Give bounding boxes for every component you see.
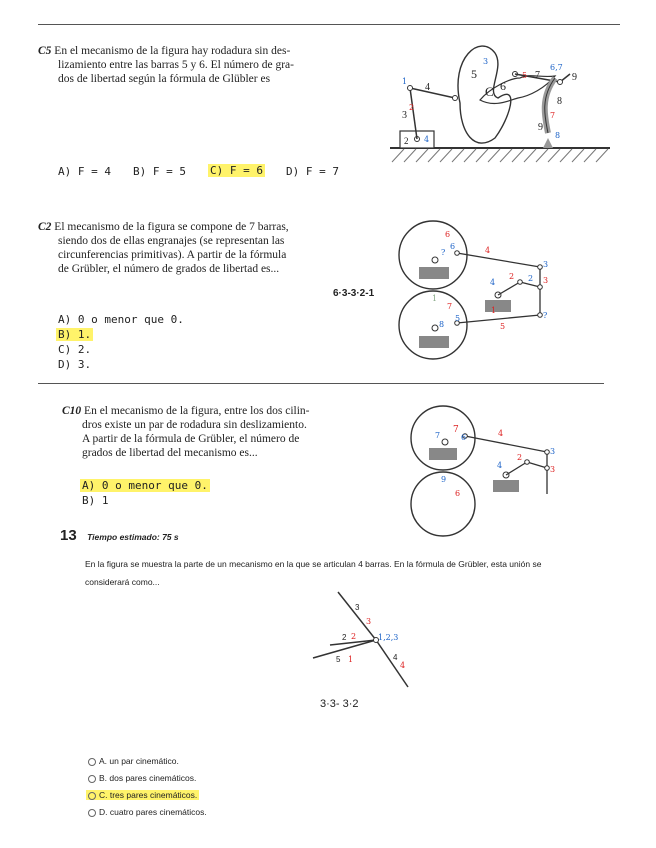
q13-option-b[interactable] (88, 773, 196, 783)
c5-line3: dos de libertad según la fórmula de Glübler es (58, 73, 271, 85)
svg-text:6: 6 (445, 230, 451, 239)
svg-text:5: 5 (455, 314, 461, 323)
svg-text:2: 2 (509, 272, 515, 281)
svg-text:8: 8 (555, 131, 561, 140)
q13-option-a[interactable] (88, 756, 179, 766)
c2-line2: siendo dos de ellas engranajes (se representan las (58, 235, 285, 247)
q13-time: Tiempo estimado: 75 s (87, 532, 179, 542)
svg-text:3: 3 (550, 447, 556, 456)
q13-line2: considerará como... (85, 577, 160, 587)
svg-text:2: 2 (342, 633, 347, 642)
svg-text:2: 2 (404, 136, 409, 146)
svg-text:9: 9 (441, 475, 447, 484)
svg-text:4: 4 (400, 661, 406, 670)
svg-text:1,2,3: 1,2,3 (378, 633, 399, 642)
c10-question (62, 404, 352, 460)
radio-b[interactable] (88, 775, 96, 783)
c10-line2: dros existe un par de rodadura sin deslizamiento. (82, 419, 307, 431)
c2-option-d[interactable]: D) 3. (58, 358, 92, 371)
c2-line1: El mecanismo de la figura se compone de 7 barras, (54, 221, 289, 233)
svg-text:7: 7 (453, 425, 459, 435)
c10-line1: En el mecanismo de la figura, entre los dos cilin- (84, 405, 310, 417)
c2-handwritten-note: 6·3-3·2-1 (333, 288, 375, 299)
q13-option-d[interactable] (88, 807, 207, 817)
svg-text:3: 3 (483, 57, 489, 66)
svg-text:C: C (485, 84, 494, 99)
svg-text:9: 9 (572, 72, 577, 83)
svg-text:4: 4 (498, 429, 504, 438)
svg-text:?: ? (441, 248, 446, 257)
svg-text:2: 2 (409, 103, 415, 112)
svg-text:6: 6 (455, 489, 461, 498)
svg-text:5: 5 (500, 322, 506, 331)
q13-option-a-label: A. un par cinemático. (99, 756, 179, 766)
svg-text:7: 7 (550, 111, 556, 120)
svg-text:3: 3 (543, 276, 549, 285)
svg-text:1: 1 (491, 306, 497, 315)
c5-option-b[interactable]: B) F = 5 (133, 165, 186, 178)
svg-text:2: 2 (517, 453, 523, 462)
c5-mechanism-figure (380, 38, 620, 188)
c2-option-c[interactable]: C) 2. (58, 343, 92, 356)
c10-option-b[interactable]: B) 1 (82, 494, 109, 507)
q13-line1: En la figura se muestra la parte de un mecanismo en la que se articulan 4 barras. En la fórmula de Grübler, esta unión se (85, 559, 542, 569)
q13-option-b-label: B. dos pares cinemáticos. (99, 773, 197, 783)
c5-label: C5 (38, 45, 52, 57)
svg-text:3: 3 (366, 617, 372, 626)
c5-line1: En el mecanismo de la figura hay rodadura sin des- (54, 45, 291, 57)
q13-option-c[interactable] (86, 790, 199, 800)
c5-option-a[interactable]: A) F = 4 (58, 165, 111, 178)
svg-text:?: ? (543, 311, 548, 320)
c5-line2: lizamiento entre las barras 5 y 6. El número de gra- (58, 59, 294, 71)
svg-text:7: 7 (447, 302, 453, 311)
c10-option-a[interactable]: A) 0 o menor que 0. (82, 479, 208, 492)
svg-text:4: 4 (497, 461, 503, 470)
svg-text:1: 1 (348, 655, 354, 664)
svg-text:9: 9 (538, 122, 543, 133)
svg-text:8: 8 (557, 96, 562, 107)
svg-text:6: 6 (450, 242, 456, 251)
c10-line4: grados de libertad del mecanismo es... (82, 447, 258, 459)
q13-prompt (85, 555, 605, 591)
svg-text:1: 1 (432, 294, 438, 303)
c2-option-a[interactable]: A) 0 o menor que 0. (58, 313, 184, 326)
radio-a[interactable] (88, 758, 96, 766)
svg-text:8: 8 (439, 320, 445, 329)
radio-c[interactable] (88, 792, 96, 800)
c5-option-c[interactable]: C) F = 6 (210, 164, 263, 177)
svg-text:5: 5 (336, 655, 341, 664)
svg-text:4: 4 (485, 246, 491, 255)
svg-text:4: 4 (424, 135, 430, 144)
c10-cylinder-mechanism-figure (405, 398, 580, 538)
svg-text:4: 4 (490, 278, 496, 287)
c2-line3: circunferencias primitivas). A partir de la fórmula (58, 249, 287, 261)
c2-gear-mechanism-figure (395, 215, 575, 370)
q13-header (60, 527, 179, 545)
c10-figure-clip (405, 398, 580, 500)
c5-option-d[interactable]: D) F = 7 (286, 165, 339, 178)
q13-number: 13 (60, 527, 77, 544)
svg-text:7: 7 (535, 70, 540, 81)
radio-d[interactable] (88, 809, 96, 817)
q13-option-d-label: D. cuatro pares cinemáticos. (99, 807, 207, 817)
c2-line4: de Grübler, el número de grados de libertad es... (58, 263, 280, 275)
c10-line3: A partir de la fórmula de Grübler, el número de (82, 433, 300, 445)
svg-text:3: 3 (550, 465, 556, 474)
svg-text:3: 3 (543, 260, 549, 269)
svg-text:7: 7 (435, 431, 441, 440)
svg-text:4: 4 (425, 82, 430, 93)
svg-text:6,7: 6,7 (550, 63, 563, 72)
c2-label: C2 (38, 221, 52, 233)
svg-text:6: 6 (500, 79, 506, 93)
q13-handwritten-note: 3·3- 3·2 (320, 698, 359, 710)
svg-text:4: 4 (393, 653, 398, 662)
section-divider (38, 383, 604, 384)
c10-label: C10 (62, 405, 82, 417)
svg-text:5: 5 (471, 67, 477, 81)
svg-text:5: 5 (522, 71, 528, 80)
svg-text:1: 1 (402, 77, 408, 86)
svg-text:3: 3 (402, 110, 407, 121)
svg-text:2: 2 (528, 274, 534, 283)
c2-question (38, 220, 338, 276)
top-rule (38, 24, 620, 25)
c5-question (38, 44, 358, 86)
svg-text:2: 2 (351, 632, 357, 641)
c2-option-b[interactable]: B) 1. (58, 328, 92, 341)
q13-joint-figure (308, 590, 428, 715)
q13-option-c-label: C. tres pares cinemáticos. (99, 790, 198, 800)
svg-text:3: 3 (355, 603, 360, 612)
svg-text:6: 6 (461, 433, 467, 442)
c10-option-b-wrap (82, 494, 109, 507)
